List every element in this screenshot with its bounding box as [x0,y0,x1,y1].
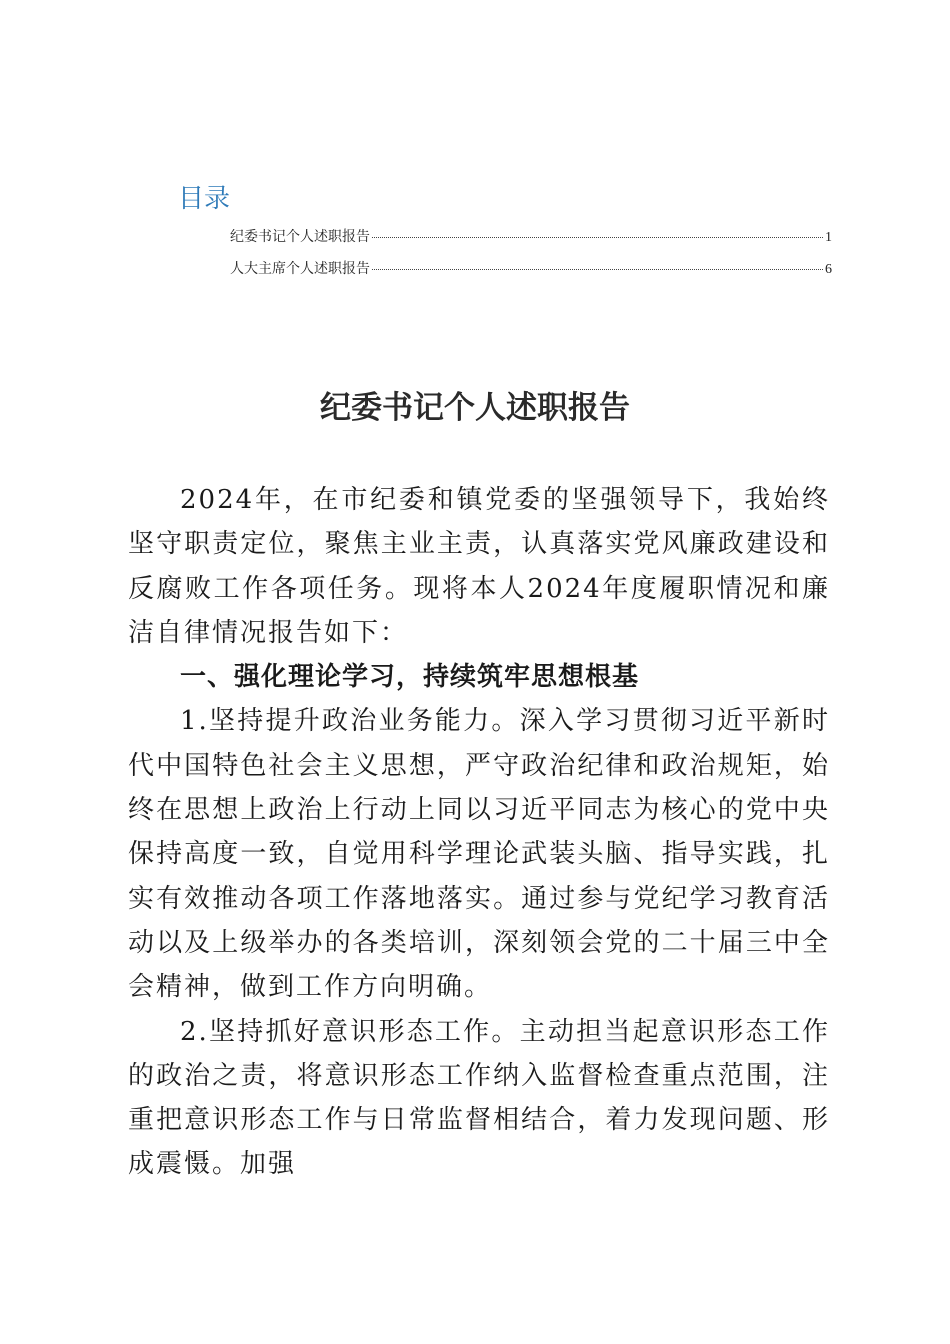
toc-heading: 目录 [178,184,231,214]
document-body [128,478,830,1187]
toc-item-page: 1 [825,230,832,245]
document-title: 纪委书记个人述职报告 [320,390,630,426]
toc-leader-dots [372,237,823,238]
toc-item-title: 纪委书记个人述职报告 [230,229,370,245]
toc-leader-dots [372,269,823,270]
intro-paragraph: 2024年，在市纪委和镇党委的坚强领导下，我始终坚守职责定位，聚焦主业主责，认真落实党风廉政建设和反腐败工作各项任务。现将本人2024年度履职情况和廉洁自律情况报告如下： [128,485,830,648]
section-heading: 一、强化理论学习，持续筑牢思想根基 [180,662,640,693]
toc-item-page: 6 [825,262,832,277]
body-paragraph: 2.坚持抓好意识形态工作。主动担当起意识形态工作的政治之责，将意识形态工作纳入监督检查重点范围，注重把意识形态工作与日常监督相结合，着力发现问题、形成震慑。加强 [128,1016,830,1180]
toc-item-2[interactable] [230,258,832,290]
table-of-contents [230,226,832,290]
body-paragraph: 1.坚持提升政治业务能力。深入学习贯彻习近平新时代中国特色社会主义思想，严守政治纪律和政治规矩，始终在思想上政治上行动上同以习近平同志为核心的党中央保持高度一致，自觉用科学理论武装头脑、指导实践，扎实有效推动各项工作落地落实。通过参与党纪学习教育活动以及上级举办的各类培训，深刻领会党的二十届三中全会精神，做到工作方向明确。 [128,706,830,1003]
toc-item-1[interactable] [230,226,832,258]
toc-item-title: 人大主席个人述职报告 [230,261,370,277]
